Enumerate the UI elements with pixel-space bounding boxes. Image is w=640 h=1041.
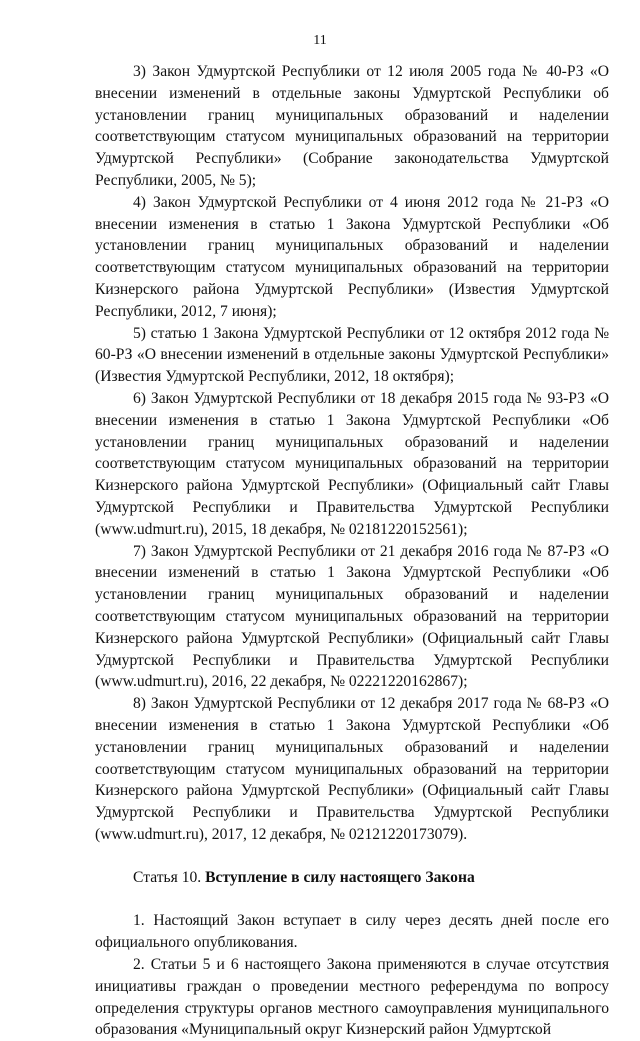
list-item-5: 5) статью 1 Закона Удмуртской Республики от 12 октября 2012 года № 60-РЗ «О внесении изменений в отдельные законы Удмуртской Республики» (Известия Удмуртской Республики, 2012, 18 октября);	[95, 324, 609, 386]
article-heading	[95, 867, 609, 889]
list-item-8: 8) Закон Удмуртской Республики от 12 декабря 2017 года № 68-РЗ «О внесении изменения в статью 1 Закона Удмуртской Республики «Об установлении границ муниципальных образований и наделении соответствующим статусом муниципальных образований на территории Кизнерского района Удмуртской Республики» (Официальный сайт Главы Удмуртской Республики и Правительства Удмуртской Республики (www.udmurt.ru), 2017, 12 декабря, № 02121220173079).	[95, 695, 609, 843]
article-paragraph-2: 2. Статьи 5 и 6 настоящего Закона применяются в случае отсутствия инициативы граждан о проведении местного референдума по вопросу определения структуры органов местного самоуправления муниципального образования «Муниципальный округ Кизнерский район Удмуртской	[95, 956, 609, 1039]
list-item-7: 7) Закон Удмуртской Республики от 21 декабря 2016 года № 87-РЗ «О внесении изменений в статью 1 Закона Удмуртской Республики «Об установлении границ муниципальных образований и наделении соответствующим статусом муниципальных образований на территории Кизнерского района Удмуртской Республики» (Официальный сайт Главы Удмуртской Республики и Правительства Удмуртской Республики (www.udmurt.ru), 2016, 22 декабря, № 02221220162867);	[95, 542, 609, 691]
document-body	[95, 61, 609, 1041]
list-item-6: 6) Закон Удмуртской Республики от 18 декабря 2015 года № 93-РЗ «О внесении изменения в статью 1 Закона Удмуртской Республики «Об установлении границ муниципальных образований и наделении соответствующим статусом муниципальных образований на территории Кизнерского района Удмуртской Республики» (Официальный сайт Главы Удмуртской Республики и Правительства Удмуртской Республики (www.udmurt.ru), 2015, 18 декабря, № 02181220152561);	[95, 389, 609, 538]
list-item-3: 3) Закон Удмуртской Республики от 12 июля 2005 года № 40-РЗ «О внесении изменений в отдельные законы Удмуртской Республики об установлении границ муниципальных образований и наделении соответствующим статусом муниципальных образований на территории Удмуртской Республики» (Собрание законодательства Удмуртской Республики, 2005, № 5);	[95, 63, 609, 189]
page-number: 11	[313, 33, 327, 48]
list-item-4: 4) Закон Удмуртской Республики от 4 июня 2012 года № 21-РЗ «О внесении изменения в статью 1 Закона Удмуртской Республики «Об установлении границ муниципальных образований и наделении соответствующим статусом муниципальных образований на территории Кизнерского района Удмуртской Республики» (Известия Удмуртской Республики, 2012, 7 июня);	[95, 193, 609, 320]
article-number: Статья 10.	[133, 868, 206, 886]
article-title: Вступление в силу настоящего Закона	[205, 868, 475, 886]
article-paragraph-1: 1. Настоящий Закон вступает в силу через десять дней после его официального опубликования.	[95, 912, 609, 952]
